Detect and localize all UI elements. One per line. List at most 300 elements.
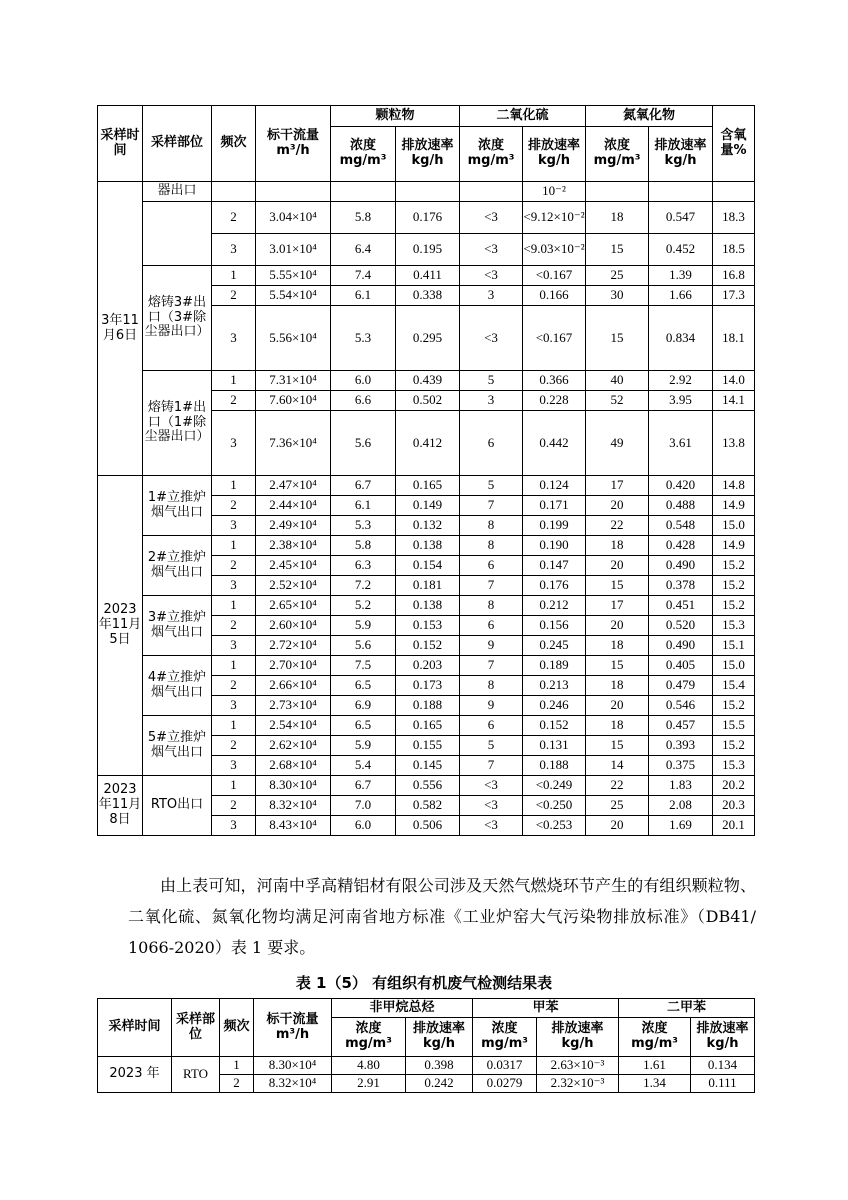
freq-cell: 3 bbox=[212, 576, 256, 596]
data-cell: 5 bbox=[460, 371, 523, 391]
data-cell: 17.3 bbox=[713, 286, 755, 306]
data-cell: 6.1 bbox=[331, 496, 396, 516]
data-cell: 2.72×10⁴ bbox=[256, 636, 331, 656]
data-cell: 25 bbox=[586, 266, 649, 286]
data-cell: 7.36×10⁴ bbox=[256, 411, 331, 476]
freq-cell: 3 bbox=[212, 234, 256, 266]
data-cell: 17 bbox=[586, 476, 649, 496]
data-cell: 1.61 bbox=[619, 1057, 691, 1075]
data-cell: 6.9 bbox=[331, 696, 396, 716]
data-cell: 18.5 bbox=[713, 234, 755, 266]
data-cell: 8.32×10⁴ bbox=[254, 1075, 332, 1093]
data-cell: 15.0 bbox=[713, 656, 755, 676]
data-cell: 0.181 bbox=[396, 576, 460, 596]
data-cell: 8 bbox=[460, 676, 523, 696]
data-cell: 2.63×10⁻³ bbox=[537, 1057, 619, 1075]
table-row bbox=[98, 202, 755, 234]
data-cell: 15.2 bbox=[713, 556, 755, 576]
data-cell: 0.375 bbox=[649, 756, 713, 776]
header-rate: 排放速率 kg/h bbox=[406, 1018, 473, 1057]
data-cell: 49 bbox=[586, 411, 649, 476]
data-cell: 0.212 bbox=[523, 596, 586, 616]
data-cell: 30 bbox=[586, 286, 649, 306]
data-cell: 0.490 bbox=[649, 636, 713, 656]
data-cell: 0.203 bbox=[396, 656, 460, 676]
freq-cell: 2 bbox=[212, 202, 256, 234]
freq-cell: 1 bbox=[212, 476, 256, 496]
data-cell: 0.149 bbox=[396, 496, 460, 516]
data-cell: 2.60×10⁴ bbox=[256, 616, 331, 636]
data-cell: 1.39 bbox=[649, 266, 713, 286]
data-cell: 0.165 bbox=[396, 476, 460, 496]
data-cell: 5.6 bbox=[331, 411, 396, 476]
data-cell: 3 bbox=[460, 286, 523, 306]
data-cell: 10⁻² bbox=[523, 182, 586, 202]
data-cell: 0.378 bbox=[649, 576, 713, 596]
data-cell: 14.9 bbox=[713, 496, 755, 516]
data-cell: 20 bbox=[586, 616, 649, 636]
data-cell: 0.556 bbox=[396, 776, 460, 796]
freq-cell: 2 bbox=[220, 1075, 254, 1093]
data-cell: 18.1 bbox=[713, 306, 755, 371]
table-row bbox=[98, 536, 755, 556]
header-xylene: 二甲苯 bbox=[619, 999, 755, 1018]
data-cell: 2.62×10⁴ bbox=[256, 736, 331, 756]
data-cell: 14.9 bbox=[713, 536, 755, 556]
data-cell: 0.228 bbox=[523, 391, 586, 411]
data-cell: 6 bbox=[460, 556, 523, 576]
data-cell: 1.69 bbox=[649, 816, 713, 836]
data-cell: 8 bbox=[460, 596, 523, 616]
data-cell: 2.44×10⁴ bbox=[256, 496, 331, 516]
freq-cell: 2 bbox=[212, 556, 256, 576]
header-oxygen: 含氧量% bbox=[713, 106, 755, 182]
data-cell: 6 bbox=[460, 411, 523, 476]
site-cell: 1#立推炉烟气出口 bbox=[143, 476, 212, 536]
data-cell: 0.153 bbox=[396, 616, 460, 636]
header-rate: 排放速率 kg/h bbox=[649, 127, 713, 182]
data-cell: 18 bbox=[586, 202, 649, 234]
data-cell: 0.428 bbox=[649, 536, 713, 556]
data-cell: 0.165 bbox=[396, 716, 460, 736]
data-cell: 15 bbox=[586, 656, 649, 676]
data-cell: 5.6 bbox=[331, 636, 396, 656]
data-cell: <3 bbox=[460, 202, 523, 234]
data-cell: 5.55×10⁴ bbox=[256, 266, 331, 286]
data-cell: 52 bbox=[586, 391, 649, 411]
data-cell: 7.0 bbox=[331, 796, 396, 816]
data-cell: 5.8 bbox=[331, 536, 396, 556]
data-cell: 14.0 bbox=[713, 371, 755, 391]
header-nox: 氮氧化物 bbox=[586, 106, 713, 127]
data-cell: 7.4 bbox=[331, 266, 396, 286]
data-cell: 4.80 bbox=[332, 1057, 406, 1075]
data-cell: 7.60×10⁴ bbox=[256, 391, 331, 411]
freq-cell: 2 bbox=[212, 796, 256, 816]
data-cell: 0.188 bbox=[396, 696, 460, 716]
data-cell: 2.92 bbox=[649, 371, 713, 391]
data-cell: 0.442 bbox=[523, 411, 586, 476]
data-cell: 15 bbox=[586, 306, 649, 371]
data-cell: 0.138 bbox=[396, 536, 460, 556]
data-cell: 5.9 bbox=[331, 616, 396, 636]
data-cell: 0.834 bbox=[649, 306, 713, 371]
data-cell: 0.124 bbox=[523, 476, 586, 496]
data-cell: 15.5 bbox=[713, 716, 755, 736]
site-cell: 熔铸3#出口（3#除尘器出口） bbox=[143, 266, 212, 371]
data-cell: 20.1 bbox=[713, 816, 755, 836]
data-cell: 0.439 bbox=[396, 371, 460, 391]
data-cell: 3.95 bbox=[649, 391, 713, 411]
data-cell: 20 bbox=[586, 696, 649, 716]
data-cell: 9 bbox=[460, 696, 523, 716]
data-cell: <3 bbox=[460, 234, 523, 266]
data-cell: 7 bbox=[460, 756, 523, 776]
data-cell: 5 bbox=[460, 476, 523, 496]
data-cell: <3 bbox=[460, 266, 523, 286]
table-row bbox=[98, 371, 755, 391]
header-time: 采样时间 bbox=[98, 999, 172, 1057]
data-cell: 0.156 bbox=[523, 616, 586, 636]
freq-cell: 3 bbox=[212, 516, 256, 536]
data-cell: 0.111 bbox=[691, 1075, 755, 1093]
date-cell: 2023年11月8日 bbox=[98, 776, 143, 836]
data-cell: 0.398 bbox=[406, 1057, 473, 1075]
data-cell: 18 bbox=[586, 636, 649, 656]
header-conc: 浓度 mg/m³ bbox=[460, 127, 523, 182]
data-cell: 0.490 bbox=[649, 556, 713, 576]
data-cell: 20.2 bbox=[713, 776, 755, 796]
emission-table-inorganic bbox=[97, 105, 755, 836]
data-cell: 2.54×10⁴ bbox=[256, 716, 331, 736]
data-cell: 18 bbox=[586, 536, 649, 556]
data-cell: 0.246 bbox=[523, 696, 586, 716]
data-cell: <0.249 bbox=[523, 776, 586, 796]
data-cell: 0.134 bbox=[691, 1057, 755, 1075]
data-cell: 1.83 bbox=[649, 776, 713, 796]
data-cell: 1.66 bbox=[649, 286, 713, 306]
header-conc: 浓度 mg/m³ bbox=[619, 1018, 691, 1057]
data-cell: 2.65×10⁴ bbox=[256, 596, 331, 616]
data-cell: 0.393 bbox=[649, 736, 713, 756]
data-cell: 6.4 bbox=[331, 234, 396, 266]
header-site: 采样部位 bbox=[172, 999, 220, 1057]
data-cell: 8.32×10⁴ bbox=[256, 796, 331, 816]
header-conc: 浓度 mg/m³ bbox=[473, 1018, 537, 1057]
table-row bbox=[98, 656, 755, 676]
data-cell: 0.242 bbox=[406, 1075, 473, 1093]
data-cell: 0.548 bbox=[649, 516, 713, 536]
header-freq: 频次 bbox=[220, 999, 254, 1057]
header-toluene: 甲苯 bbox=[473, 999, 619, 1018]
data-cell: 0.366 bbox=[523, 371, 586, 391]
data-cell: 7.5 bbox=[331, 656, 396, 676]
data-cell: 0.420 bbox=[649, 476, 713, 496]
data-cell: <3 bbox=[460, 306, 523, 371]
table-caption: 表 1（5） 有组织有机废气检测结果表 bbox=[295, 974, 553, 992]
freq-cell: 1 bbox=[212, 596, 256, 616]
freq-cell: 1 bbox=[220, 1057, 254, 1075]
data-cell: 15.4 bbox=[713, 676, 755, 696]
data-cell: 2.47×10⁴ bbox=[256, 476, 331, 496]
data-cell: <3 bbox=[460, 796, 523, 816]
data-cell: 5.54×10⁴ bbox=[256, 286, 331, 306]
data-cell: 8 bbox=[460, 516, 523, 536]
data-cell: 20 bbox=[586, 816, 649, 836]
data-cell: <0.167 bbox=[523, 266, 586, 286]
data-cell: 0.176 bbox=[396, 202, 460, 234]
header-conc: 浓度 mg/m³ bbox=[586, 127, 649, 182]
freq-cell: 2 bbox=[212, 286, 256, 306]
freq-cell: 1 bbox=[212, 536, 256, 556]
data-cell: 6.0 bbox=[331, 816, 396, 836]
data-cell: 1.34 bbox=[619, 1075, 691, 1093]
data-cell: 15.2 bbox=[713, 596, 755, 616]
site-cell: RTO出口 bbox=[143, 776, 212, 836]
site-cell: 器出口 bbox=[143, 182, 212, 202]
data-cell: 15.2 bbox=[713, 696, 755, 716]
data-cell: 16.8 bbox=[713, 266, 755, 286]
data-cell: 0.155 bbox=[396, 736, 460, 756]
table-row bbox=[98, 476, 755, 496]
data-cell: 0.176 bbox=[523, 576, 586, 596]
data-cell: 0.199 bbox=[523, 516, 586, 536]
data-cell: 8.30×10⁴ bbox=[256, 776, 331, 796]
data-cell: 22 bbox=[586, 516, 649, 536]
data-cell: <0.250 bbox=[523, 796, 586, 816]
data-cell: 0.190 bbox=[523, 536, 586, 556]
data-cell: <0.253 bbox=[523, 816, 586, 836]
data-cell: 5.4 bbox=[331, 756, 396, 776]
site-cell: 4#立推炉烟气出口 bbox=[143, 656, 212, 716]
data-cell: 14 bbox=[586, 756, 649, 776]
data-cell: 6 bbox=[460, 716, 523, 736]
data-cell: 6.0 bbox=[331, 371, 396, 391]
freq-cell: 1 bbox=[212, 656, 256, 676]
data-cell: 0.171 bbox=[523, 496, 586, 516]
data-cell: 0.405 bbox=[649, 656, 713, 676]
data-cell: 0.132 bbox=[396, 516, 460, 536]
data-cell: 14.1 bbox=[713, 391, 755, 411]
header-rate: 排放速率 kg/h bbox=[691, 1018, 755, 1057]
header-flow: 标干流量 m³/h bbox=[256, 106, 331, 182]
data-cell: 0.152 bbox=[523, 716, 586, 736]
data-cell: 2.52×10⁴ bbox=[256, 576, 331, 596]
data-cell: 0.479 bbox=[649, 676, 713, 696]
data-cell: 5.3 bbox=[331, 516, 396, 536]
data-cell: 2.66×10⁴ bbox=[256, 676, 331, 696]
data-cell: 0.502 bbox=[396, 391, 460, 411]
data-cell: 5 bbox=[460, 736, 523, 756]
data-cell: 0.411 bbox=[396, 266, 460, 286]
data-cell: 5.2 bbox=[331, 596, 396, 616]
data-cell: 6.7 bbox=[331, 776, 396, 796]
freq-cell: 3 bbox=[212, 636, 256, 656]
data-cell: 7 bbox=[460, 576, 523, 596]
data-cell: 7 bbox=[460, 496, 523, 516]
data-cell: 0.451 bbox=[649, 596, 713, 616]
data-cell: 0.452 bbox=[649, 234, 713, 266]
freq-cell: 2 bbox=[212, 496, 256, 516]
data-cell: 8.30×10⁴ bbox=[254, 1057, 332, 1075]
data-cell: 0.582 bbox=[396, 796, 460, 816]
data-cell: 5.9 bbox=[331, 736, 396, 756]
site-cell: RTO bbox=[172, 1057, 220, 1093]
data-cell: 0.546 bbox=[649, 696, 713, 716]
data-cell: 0.166 bbox=[523, 286, 586, 306]
header-freq: 频次 bbox=[212, 106, 256, 182]
table-body bbox=[98, 182, 755, 836]
freq-cell: 1 bbox=[212, 776, 256, 796]
data-cell: 7 bbox=[460, 656, 523, 676]
freq-cell: 3 bbox=[212, 411, 256, 476]
header-conc: 浓度 mg/m³ bbox=[332, 1018, 406, 1057]
data-cell: 6.5 bbox=[331, 676, 396, 696]
data-cell: 22 bbox=[586, 776, 649, 796]
data-cell: 0.147 bbox=[523, 556, 586, 576]
data-cell: 9 bbox=[460, 636, 523, 656]
data-cell: 15.1 bbox=[713, 636, 755, 656]
data-cell: 25 bbox=[586, 796, 649, 816]
freq-cell: 2 bbox=[212, 676, 256, 696]
table-row bbox=[98, 776, 755, 796]
site-cell bbox=[143, 202, 212, 266]
data-cell: 2.68×10⁴ bbox=[256, 756, 331, 776]
data-cell: 3 bbox=[460, 391, 523, 411]
data-cell: 6.7 bbox=[331, 476, 396, 496]
data-cell: 8 bbox=[460, 536, 523, 556]
header-flow: 标干流量 m³/h bbox=[254, 999, 332, 1057]
data-cell: 15.0 bbox=[713, 516, 755, 536]
header-rate: 排放速率 kg/h bbox=[537, 1018, 619, 1057]
freq-cell: 3 bbox=[212, 306, 256, 371]
data-cell: 18 bbox=[586, 676, 649, 696]
data-cell: 2.08 bbox=[649, 796, 713, 816]
table-row bbox=[98, 1057, 755, 1075]
data-cell: 0.295 bbox=[396, 306, 460, 371]
data-cell: 0.131 bbox=[523, 736, 586, 756]
data-cell: 6.5 bbox=[331, 716, 396, 736]
data-cell: 15.3 bbox=[713, 616, 755, 636]
data-cell: 15.3 bbox=[713, 756, 755, 776]
conclusion-paragraph: 由上表可知，河南中孚高精铝材有限公司涉及天然气燃烧环节产生的有组织颗粒物、二氧化硫、氮氧化物均满足河南省地方标准《工业炉窑大气污染物排放标准》（DB41/ 1066-2020）表 1 要求。 bbox=[128, 876, 756, 957]
header-time: 采样时间 bbox=[98, 106, 143, 182]
data-cell: 6.1 bbox=[331, 286, 396, 306]
freq-cell: 2 bbox=[212, 736, 256, 756]
data-cell: <9.12×10⁻² bbox=[523, 202, 586, 234]
data-cell: 18 bbox=[586, 716, 649, 736]
data-cell: <3 bbox=[460, 816, 523, 836]
data-cell: 0.547 bbox=[649, 202, 713, 234]
freq-cell: 1 bbox=[212, 266, 256, 286]
data-cell: 2.45×10⁴ bbox=[256, 556, 331, 576]
data-cell: 15.2 bbox=[713, 736, 755, 756]
data-cell: 0.173 bbox=[396, 676, 460, 696]
data-cell: 0.154 bbox=[396, 556, 460, 576]
data-cell: 0.189 bbox=[523, 656, 586, 676]
data-cell: 0.188 bbox=[523, 756, 586, 776]
freq-cell: 1 bbox=[212, 371, 256, 391]
data-cell: 5.3 bbox=[331, 306, 396, 371]
data-cell: 3.01×10⁴ bbox=[256, 234, 331, 266]
header-nmhc: 非甲烷总烃 bbox=[332, 999, 473, 1018]
data-cell: 14.8 bbox=[713, 476, 755, 496]
freq-cell: 2 bbox=[212, 391, 256, 411]
data-cell: 0.213 bbox=[523, 676, 586, 696]
data-cell: 2.91 bbox=[332, 1075, 406, 1093]
data-cell: <3 bbox=[460, 776, 523, 796]
data-cell: 3.61 bbox=[649, 411, 713, 476]
data-cell: 0.0279 bbox=[473, 1075, 537, 1093]
data-cell: 0.195 bbox=[396, 234, 460, 266]
data-cell: 0.152 bbox=[396, 636, 460, 656]
data-cell: 15.2 bbox=[713, 576, 755, 596]
table-row bbox=[98, 266, 755, 286]
header-particulate: 颗粒物 bbox=[331, 106, 460, 127]
data-cell: 0.338 bbox=[396, 286, 460, 306]
data-cell: <0.167 bbox=[523, 306, 586, 371]
table-row bbox=[98, 182, 755, 202]
data-cell: 20 bbox=[586, 556, 649, 576]
data-cell: <9.03×10⁻² bbox=[523, 234, 586, 266]
data-cell: 0.145 bbox=[396, 756, 460, 776]
table-row bbox=[98, 596, 755, 616]
data-cell: 2.73×10⁴ bbox=[256, 696, 331, 716]
data-cell: 0.457 bbox=[649, 716, 713, 736]
data-cell: 2.49×10⁴ bbox=[256, 516, 331, 536]
header-rate: 排放速率 kg/h bbox=[523, 127, 586, 182]
data-cell: 5.56×10⁴ bbox=[256, 306, 331, 371]
header-so2: 二氧化硫 bbox=[460, 106, 586, 127]
freq-cell: 2 bbox=[212, 616, 256, 636]
data-cell: 2.70×10⁴ bbox=[256, 656, 331, 676]
site-cell: 5#立推炉烟气出口 bbox=[143, 716, 212, 776]
data-cell: 2.38×10⁴ bbox=[256, 536, 331, 556]
table-row bbox=[98, 716, 755, 736]
data-cell: 18.3 bbox=[713, 202, 755, 234]
data-cell: 7.31×10⁴ bbox=[256, 371, 331, 391]
data-cell: 0.245 bbox=[523, 636, 586, 656]
data-cell: 0.488 bbox=[649, 496, 713, 516]
data-cell: 0.138 bbox=[396, 596, 460, 616]
freq-cell: 3 bbox=[212, 816, 256, 836]
data-cell: 6.6 bbox=[331, 391, 396, 411]
site-cell: 3#立推炉烟气出口 bbox=[143, 596, 212, 656]
emission-table-organic bbox=[97, 998, 755, 1093]
data-cell: 0.412 bbox=[396, 411, 460, 476]
data-cell: 6 bbox=[460, 616, 523, 636]
data-cell: 15 bbox=[586, 736, 649, 756]
header-site: 采样部位 bbox=[143, 106, 212, 182]
data-cell: 0.0317 bbox=[473, 1057, 537, 1075]
date-cell: 2023 年 bbox=[98, 1057, 172, 1093]
data-cell: 13.8 bbox=[713, 411, 755, 476]
data-cell: 3.04×10⁴ bbox=[256, 202, 331, 234]
data-cell: 20.3 bbox=[713, 796, 755, 816]
data-cell: 2.32×10⁻³ bbox=[537, 1075, 619, 1093]
freq-cell: 3 bbox=[212, 696, 256, 716]
data-cell: 0.520 bbox=[649, 616, 713, 636]
data-cell: 40 bbox=[586, 371, 649, 391]
freq-cell: 3 bbox=[212, 756, 256, 776]
date-cell: 2023年11月5日 bbox=[98, 476, 143, 776]
header-conc: 浓度 mg/m³ bbox=[331, 127, 396, 182]
data-cell: 6.3 bbox=[331, 556, 396, 576]
freq-cell: 1 bbox=[212, 716, 256, 736]
site-cell: 2#立推炉烟气出口 bbox=[143, 536, 212, 596]
data-cell: 0.506 bbox=[396, 816, 460, 836]
data-cell: 20 bbox=[586, 496, 649, 516]
